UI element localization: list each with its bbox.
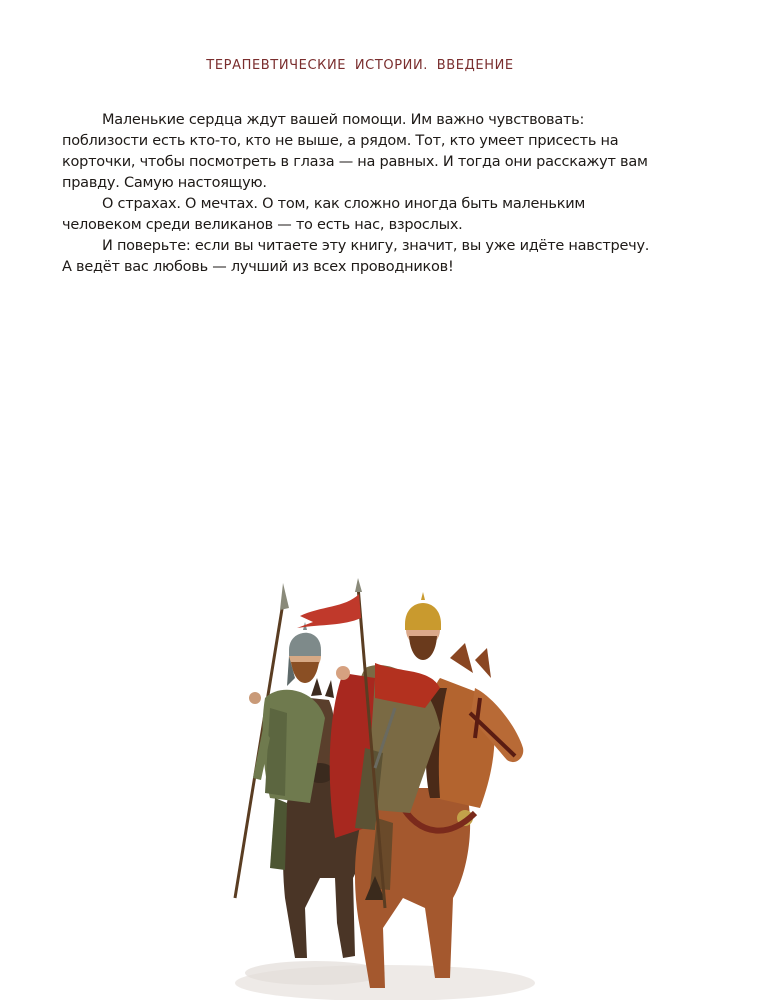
paragraph-3: И поверьте: если вы читаете эту книгу, значит, вы уже идёте навстречу. А ведёт вас любовь — лучший из всех проводников! [62, 238, 650, 275]
body-text [62, 110, 662, 278]
running-header: ТЕРАПЕВТИЧЕСКИЕ ИСТОРИИ. ВВЕДЕНИЕ [206, 58, 514, 73]
paragraph-1: Маленькие сердца ждут вашей помощи. Им важно чувствовать: поблизости есть кто-то, кто не выше, а рядом. Тот, кто умеет присесть на корточки, чтобы посмотреть в глаза — на равных. И тогда они расскажут вам правду. Самую настоящую. [62, 112, 648, 191]
paragraph-2: О страхах. О мечтах. О том, как сложно иногда быть маленьким человеком среди великанов — то есть нас, взрослых. [62, 196, 586, 233]
bogatyrs-on-horses-illustration [225, 578, 545, 1000]
